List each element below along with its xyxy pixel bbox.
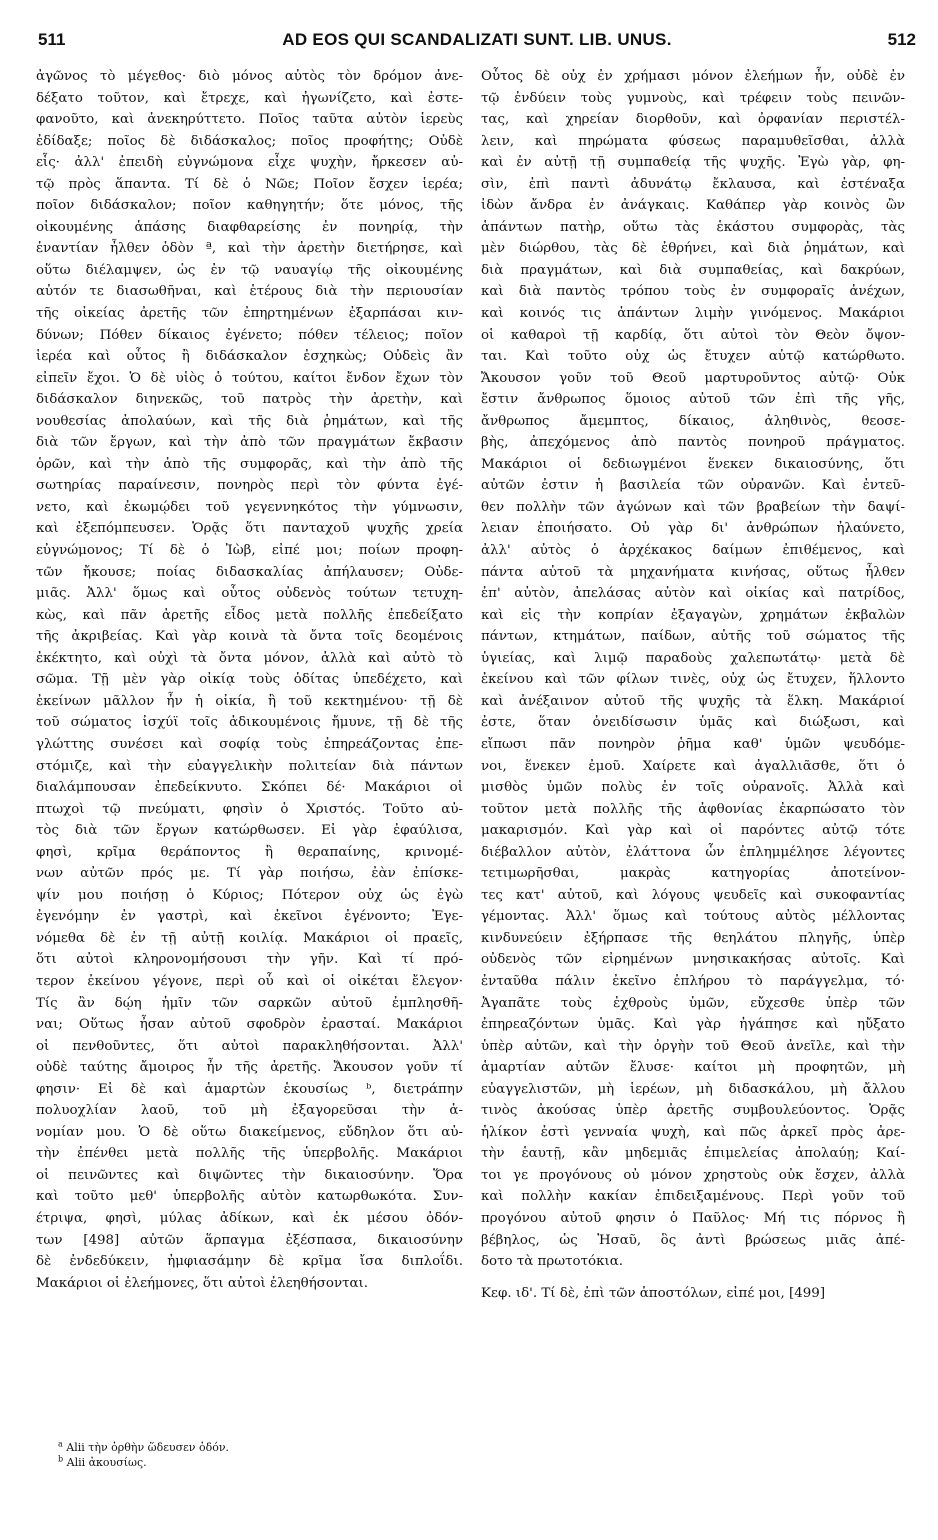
text-line: αὐτόν τε διασωθῆναι, καὶ ἑτέρους διὰ τὴν περιουσίαν xyxy=(36,284,463,300)
text-line: ναι; Οὕτως ἦσαν αὐτοῦ σφοδρὸν ἐρασταί. Μακάριοι xyxy=(36,1017,463,1033)
text-line: ἰδὼν ἄνδρα ἐν ἀνάγκαις. Καθάπερ γὰρ κοινὸς ὢν xyxy=(481,198,905,214)
text-line: λειν, καὶ πηρώματα φύσεως παραμυθεῖσθαι, ἀλλὰ xyxy=(481,133,905,149)
text-line: ψίν μου ποιήσῃ ὁ Κύριος; Πότερον οὐχ ὡς ἐγὼ xyxy=(36,887,463,903)
text-line: δοτο τὰ πρωτοτόκια. xyxy=(481,1254,624,1270)
text-line: καὶ εἰς τὴν κοπρίαν ἐξαγαγὼν, χρημάτων ἐκβαλὼν xyxy=(481,607,905,623)
footnote-mark: b xyxy=(58,1454,64,1464)
text-line: ἐπηρεαζόντων ὑμᾶς. Καὶ γὰρ ἠγάπησε καὶ ηὔξατο xyxy=(481,1017,905,1033)
text-line: ἐκείνου καὶ τῶν φίλων τινὲς, οὐχ ὡς ἔτυχεν, ἥλλοντο xyxy=(481,672,905,688)
text-line: νομίαν μου. Ὁ δὲ οὕτω διακείμενος, εὔδηλον ὅτι αὐ- xyxy=(36,1124,463,1140)
footnote-mark: a xyxy=(58,1439,63,1449)
text-line: πάντων, κτημάτων, παίδων, αὐτῆς τοῦ σώματος τῆς xyxy=(481,629,905,645)
text-line: διὰ πραγμάτων, καὶ διὰ συμπαθείας, καὶ δακρύων, xyxy=(481,262,905,278)
text-line: φησιν· Εἰ δὲ καὶ ἁμαρτὼν ἑκουσίως ᵇ, διετράπην xyxy=(36,1081,463,1097)
text-line: διὰ τῶν ἔργων, καὶ τὴν ἀπὸ τῶν πραγμάτων ἔκβασιν xyxy=(36,435,463,451)
text-line: τινὸς ἀκούσας ὑπὲρ ἀρετῆς συμβουλεύοντος. Ὁρᾷς xyxy=(481,1103,905,1119)
text-line: οὐδενὸς τῶν εἰρημένων μνησικακήσας αὐτοῖς. Καὶ xyxy=(481,952,905,968)
text-line: τῆς ἀκριβείας. Καὶ γὰρ κοινὰ τὰ ὄντα τοῖς δεομένοις xyxy=(36,629,463,645)
text-line: μιᾶς. Ἀλλ' ὅμως καὶ οὗτος οὐδενὸς τούτων τετυχη- xyxy=(36,586,463,602)
running-title: AD EOS QUI SCANDALIZATI SUNT. LIB. UNUS. xyxy=(282,30,672,49)
text-line: στόμιζε, καὶ τὴν εὐαγγελικὴν πολιτείαν διὰ πάντων xyxy=(36,758,463,774)
text-line: ἐστε, ὅταν ὀνειδίσωσιν ὑμᾶς καὶ διώξωσι, καὶ xyxy=(481,715,905,731)
text-line: τας, καὶ χηρείαν διορθοῦν, καὶ ὀρφανίαν περιστέλ- xyxy=(481,112,905,128)
text-line: μισθὸς ὑμῶν πολὺς ἐν τοῖς οὐρανοῖς. Ἀλλὰ καὶ xyxy=(481,780,905,796)
text-line: ἔστιν ἄνθρωπος ὅμοιος αὐτοῦ τῶν ἐπὶ τῆς γῆς, xyxy=(481,392,905,408)
text-line: φησὶ, κρῖμα θεράποντος ἢ θεραπαίνης, κρινομέ- xyxy=(36,844,463,860)
text-line: ὅτι αὐτοὶ κληρονομήσουσι τὴν γῆν. Καὶ τί πρό- xyxy=(36,952,463,968)
text-line: ποῖον διδάσκαλον; ποῖον καθηγητήν; ὅτε μόνος, τῆς xyxy=(36,198,463,214)
right-text-column xyxy=(481,66,905,1304)
text-line: βὴς, ἀπεχόμενος ἀπὸ παντὸς πονηροῦ πράγματος. xyxy=(481,435,905,451)
text-line: βέβηλος, ὡς Ἠσαῦ, ὃς ἀντὶ βρώσεως μιᾶς ἀπέ- xyxy=(481,1232,905,1248)
text-line: οἱ καθαροὶ τῇ καρδίᾳ, ὅτι αὐτοὶ τὸν Θεὸν ὄψον- xyxy=(481,327,905,343)
text-line: οἱ πενθοῦντες, ὅτι αὐτοὶ παρακληθήσονται. Ἀλλ' xyxy=(36,1038,463,1054)
text-line: δύνων; Πόθεν δίκαιος ἐγένετο; πόθεν τέλειος; ποῖον xyxy=(36,327,463,343)
text-line: εὐγνώμονος; Τί δὲ ὁ Ἰὼβ, εἰπέ μοι; ποίων προφη- xyxy=(36,543,463,559)
footnote xyxy=(58,1455,458,1470)
text-line: γλώττης συνέσει καὶ σοφίᾳ τοὺς ἐπηρεάζοντας ἐπε- xyxy=(36,736,463,752)
text-line: ἐδίδαξε; ποῖος δὲ διδάσκαλος; ποῖος προφήτης; Οὐδὲ xyxy=(36,133,463,149)
footnotes xyxy=(58,1440,458,1470)
text-line: διέβαλλον αὐτὸν, ἐλάττονα ὧν ἐπλημμέλησε λέγοντες xyxy=(481,844,905,860)
text-line: Ἀγαπᾶτε τοὺς ἐχθροὺς ὑμῶν, εὔχεσθε ὑπὲρ τῶν xyxy=(481,995,905,1011)
text-line: καὶ πολλὴν κακίαν ἐπιδειξαμένους. Περὶ γοῦν τοῦ xyxy=(481,1189,905,1205)
text-line: εὐαγγελιστῶν, μὴ ἱερέων, μὴ διδασκάλου, μὴ ἄλλου xyxy=(481,1081,905,1097)
footnote-text: Alii ἀκουσίως. xyxy=(66,1456,147,1469)
text-line: νουθεσίας ἀπολαύων, καὶ τῆς διὰ ῥημάτων, καὶ τῆς xyxy=(36,413,463,429)
text-line: νετο, καὶ ἐκωμῴδει τοῦ γεγεννηκότος τὴν γύμνωσιν, xyxy=(36,499,463,515)
text-line: τῆς οἰκείας ἀρετῆς τῶν ἐπηρτημένων ἐξαρπάσαι κιν- xyxy=(36,306,463,322)
text-line: σῶμα. Τῇ μὲν γὰρ οἰκίᾳ τοὺς ὁδίτας ὑπεδέχετο, καὶ xyxy=(36,672,463,688)
text-line: πολυοχλίαν λαοῦ, τοῦ μὴ ἐξαγορεῦσαι τὴν ἀ- xyxy=(36,1103,463,1119)
text-line: σὶν, ἐπὶ παντὶ ἀδυνάτῳ ἔκλαυσα, καὶ ἐστέναξα xyxy=(481,176,905,192)
text-line: ἐκείνων μᾶλλον ἦν ἡ οἰκία, ἢ τοῦ κεκτημένου· τῇ δὲ xyxy=(36,693,463,709)
text-line: καὶ ἐξεπόμπευσεν. Ὁρᾷς ὅτι πανταχοῦ ψυχῆς χρεία xyxy=(36,521,463,537)
text-line: σωτηρίας παραίνεσιν, πονηρὸς περὶ τὸν φύντα ἐγέ- xyxy=(36,478,463,494)
text-line: τῷ ἐνδύειν τοὺς γυμνοὺς, καὶ τρέφειν τοὺς πεινῶν- xyxy=(481,90,905,106)
text-line: τερον ἐκείνου γέγονε, περὶ οὗ καὶ οἱ οἰκέται ἔλεγον· xyxy=(36,973,463,989)
text-line: δὲ ἐνδεδύκειν, ἠμφιασάμην δὲ κρῖμα ἴσα διπλοΐδι. xyxy=(36,1254,463,1270)
text-line: πτωχοὶ τῷ πνεύματι, φησὶν ὁ Χριστός. Τοῦτο αὐ- xyxy=(36,801,463,817)
text-line: νων αὐτῶν πρός με. Τί γὰρ ποιήσω, ἐὰν ἐπίσκε- xyxy=(36,866,463,882)
text-line: οἰκουμένης ἁπάσης διαφθαρείσης ἐν πονηρίᾳ, τὴν xyxy=(36,219,463,235)
text-line: ὑπὲρ αὐτῶν, καὶ τὴν ὀργὴν τοῦ Θεοῦ ἀνεῖλε, καὶ τὴν xyxy=(481,1038,905,1054)
text-line: κὼς, καὶ πᾶν ἀρετῆς εἶδος μετὰ πολλῆς ἐπεδείξατο xyxy=(36,607,463,623)
text-line: τὴν ἐπένθει μετὰ πολλῆς τῆς ὑπερβολῆς. Μακάριοι xyxy=(36,1146,463,1162)
text-line: ἐναντίαν ἦλθεν ὁδὸν ª, καὶ τὴν ἀρετὴν διετήρησε, καὶ xyxy=(36,241,463,257)
text-line: καὶ τοῦτο μεθ' ὑπερβολῆς αὐτὸν κατωρθωκότα. Συν- xyxy=(36,1189,463,1205)
text-line: αὐτῶν ἐστιν ἡ βασιλεία τῶν οὐρανῶν. Καὶ ἐντεῦ- xyxy=(481,478,905,494)
footnote xyxy=(58,1440,458,1455)
text-line: τῷ πρὸς ἅπαντα. Τί δὲ ὁ Νῶε; Ποῖον ἔσχεν ἱερέα; xyxy=(36,176,463,192)
text-line: νοι, ἕνεκεν ἐμοῦ. Χαίρετε καὶ ἀγαλλιᾶσθε, ὅτι ὁ xyxy=(481,758,905,774)
text-line: δέξατο τοῦτον, καὶ ἔτρεχε, καὶ ἠγωνίζετο, καὶ ἐστε- xyxy=(36,90,463,106)
text-line: ἁμαρτίαν αὐτῶν ἔλυσε· καίτοι μὴ προφητῶν, μὴ xyxy=(481,1060,905,1076)
text-line: εἴπωσι πᾶν πονηρὸν ῥῆμα καθ' ὑμῶν ψευδόμε- xyxy=(481,736,905,752)
text-line: ἱερέα καὶ οὗτος ἢ διδάσκαλον ἐσχηκὼς; Οὐδεὶς ἂν xyxy=(36,349,463,365)
text-line: εἰπεῖν ἔχοι. Ὁ δὲ υἱὸς ὁ τούτου, καίτοι ἔνδον ἔχων τὸν xyxy=(36,370,463,386)
text-line: των [498] αὐτῶν ἅρπαγμα ἐξέσπασα, δικαιοσύνην xyxy=(36,1232,463,1248)
text-line: καὶ διὰ παντὸς τρόπου τοὺς ἐν συμφοραῖς ἀνέχων, xyxy=(481,284,905,300)
text-line: ἀλλ' αὐτὸς ὁ ἀρχέκακος δαίμων ἐπιθέμενος, καὶ xyxy=(481,543,905,559)
text-line: Μακάριοι οἱ δεδιωγμένοι ἕνεκεν δικαιοσύνης, ὅτι xyxy=(481,456,905,472)
text-line: νόμεθα δὲ ἐν τῇ αὐτῇ κοιλίᾳ. Μακάριοι οἱ πραεῖς, xyxy=(36,930,463,946)
text-line: τες κατ' αὐτοῦ, καὶ λόγους ψευδεῖς καὶ συκοφαντίας xyxy=(481,887,905,903)
text-line: τοῦ σώματος ἰσχύϊ τοῖς ἀδικουμένοις ἤμυνε, τῇ δὲ τῆς xyxy=(36,715,463,731)
text-line: τοῦτον μετὰ πολλῆς τῆς ἀφθονίας ἐκαρπώσατο τὸν xyxy=(481,801,905,817)
text-line: ἐνταῦθα πάλιν ἐκεῖνο ἐπλήρου τὸ παράγγελμα, τό· xyxy=(481,973,905,989)
text-line: διδάσκαλον διηνεκῶς, τοῦ πατρὸς τὴν ἀρετὴν, καὶ xyxy=(36,392,463,408)
text-line: οὕτω διέλαμψεν, ὡς ἐν τῷ ναυαγίῳ τῆς οἰκουμένης xyxy=(36,262,463,278)
text-line: εἷς· ἀλλ' ἐπειδὴ εὐγνώμονα εἶχε ψυχὴν, ἤρκεσεν αὐ- xyxy=(36,155,463,171)
text-line: φανοῦτο, καὶ ἀνεκηρύττετο. Ποῖος ταῦτα αὐτὸν ἱερεὺς xyxy=(36,112,463,128)
text-line: τῶν ἤκουσε; ποίας διδασκαλίας ἀπήλαυσεν; Οὐδε- xyxy=(36,564,463,580)
text-line: Κεφ. ιδ'. Τί δὲ, ἐπὶ τῶν ἀποστόλων, εἰπέ μοι, [499] xyxy=(481,1285,826,1301)
text-line: Οὗτος δὲ οὐχ ἐν χρήμασι μόνον ἐλεήμων ἦν, οὐδὲ ἐν xyxy=(481,69,905,84)
text-line: ἀγῶνος τὸ μέγεθος· διὸ μόνος αὐτὸς τὸν δρόμον ἀνε- xyxy=(36,69,463,84)
text-line: οἱ πεινῶντες καὶ διψῶντες τὴν δικαιοσύνην. Ὅρα xyxy=(36,1167,463,1183)
text-line: τοι γε προγόνους οὐ μόνον χρηστοὺς οὐκ ἔσχεν, ἀλλὰ xyxy=(481,1167,905,1183)
running-header xyxy=(38,30,916,58)
text-line: γέμοντας. Ἀλλ' ὅμως καὶ τούτους αὐτὸς μέλλοντας xyxy=(481,909,905,925)
text-line: πάντα αὐτοῦ τὰ μηχανήματα κινήσας, οὕτως ἦλθεν xyxy=(481,564,905,580)
text-line: ὑγιείας, καὶ λιμῷ παραδοὺς χαλεπωτάτῳ· μετὰ δὲ xyxy=(481,650,905,666)
text-line: κινδυνεύειν ἐξήρπασε τῆς θεηλάτου πληγῆς, ὑπὲρ xyxy=(481,930,905,946)
text-line: Τίς ἂν δῴη ἡμῖν τῶν σαρκῶν αὐτοῦ ἐμπλησθῆ- xyxy=(36,995,463,1011)
text-line: προγόνου αὐτοῦ φησιν ὁ Παῦλος· Μή τις πόρνος ἢ xyxy=(481,1210,905,1226)
text-line: θεν πολλὴν τῶν ἀγώνων καὶ τῶν βραβείων τὴν δαψί- xyxy=(481,499,905,515)
text-line: μακαρισμόν. Καὶ γὰρ καὶ οἱ παρόντες αὐτῷ τότε xyxy=(481,823,905,839)
text-line: ἄνθρωπος ἄμεμπτος, δίκαιος, ἀληθινὸς, θεοσε- xyxy=(481,413,905,429)
text-line: ἐκέκτητο, καὶ οὐχὶ τὰ ὄντα μόνον, ἀλλὰ καὶ αὐτὸ τὸ xyxy=(36,650,463,666)
text-line: τὸς διὰ τῶν ἔργων κατώρθωσεν. Εἰ γὰρ ἐφαύλισα, xyxy=(36,823,463,839)
left-text-column xyxy=(36,66,463,1294)
page-number-left: 511 xyxy=(38,30,66,49)
text-line: καὶ κοινός τις ἁπάντων λιμὴν γινόμενος. Μακάριοι xyxy=(481,306,905,322)
text-line: διαλάμπουσαν ἐπεδείκνυτο. Σκόπει δέ· Μακάριοι οἱ xyxy=(36,780,463,796)
text-line: καὶ ἀνέξαινον αὐτοῦ τῆς ψυχῆς τὰ ἕλκη. Μακάριοί xyxy=(481,693,905,709)
text-line: καὶ ἐν αὐτῇ τῇ συμπαθείᾳ τῆς ψυχῆς. Ἐγὼ γὰρ, φη- xyxy=(481,155,905,171)
text-line: ται. Καὶ τοῦτο οὐχ ὡς ἔτυχεν αὐτῷ κατώρθωτο. xyxy=(481,349,905,365)
text-line: ἐγενόμην ἐν γαστρὶ, καὶ ἐκεῖνοι ἐγένοντο; Ἐγε- xyxy=(36,909,463,925)
text-line: ἁπάντων πατὴρ, οὕτω τὰς ἑκάστου συμφορὰς, τὰς xyxy=(481,219,905,235)
text-line: τὴν ἑαυτῇ, κἂν μηδεμιᾶς ἐπιμελείας ἀπολαύῃ; Καί- xyxy=(481,1146,905,1162)
footnote-text: Alii τὴν ὀρθὴν ὥδευσεν ὁδόν. xyxy=(66,1441,230,1454)
text-line: έτριψα, φησὶ, μύλας ἀδίκων, καὶ ἐκ μέσου ὀδόν- xyxy=(36,1210,463,1226)
text-line: τετιμωρῆσθαι, μακρὰς κατηγορίας ἀποτείνον- xyxy=(481,866,905,882)
text-line: οὐδὲ ταύτης ἄμοιρος ἦν τῆς ἀρετῆς. Ἄκουσον γοῦν τί xyxy=(36,1060,463,1076)
text-line: ὁρῶν, καὶ τὴν ἀπὸ τῆς συμφορᾶς, καὶ τὴν ἀπὸ τῆς xyxy=(36,456,463,472)
text-line: ἡλίκον ἐστὶ γενναία ψυχὴ, καὶ πῶς ἀρκεῖ πρὸς ἀρε- xyxy=(481,1124,905,1140)
text-line: Ἄκουσον γοῦν τοῦ Θεοῦ μαρτυροῦντος αὐτῷ· Οὐκ xyxy=(481,370,905,386)
text-line: μὲν διώρθου, τὰς δὲ ἐθρήνει, καὶ διὰ ῥημάτων, καὶ xyxy=(481,241,905,257)
page-number-right: 512 xyxy=(887,30,916,49)
text-line: λειαν ἐποιήσατο. Οὐ γὰρ δι' ἀνθρώπων ἠλαύνετο, xyxy=(481,521,905,537)
text-line: ἐπ' αὐτὸν, ἀπελάσας αὐτὸν καὶ οἰκίας καὶ πατρίδος, xyxy=(481,586,905,602)
text-line: Μακάριοι οἱ ἐλεήμονες, ὅτι αὐτοὶ ἐλεηθήσονται. xyxy=(36,1275,369,1291)
